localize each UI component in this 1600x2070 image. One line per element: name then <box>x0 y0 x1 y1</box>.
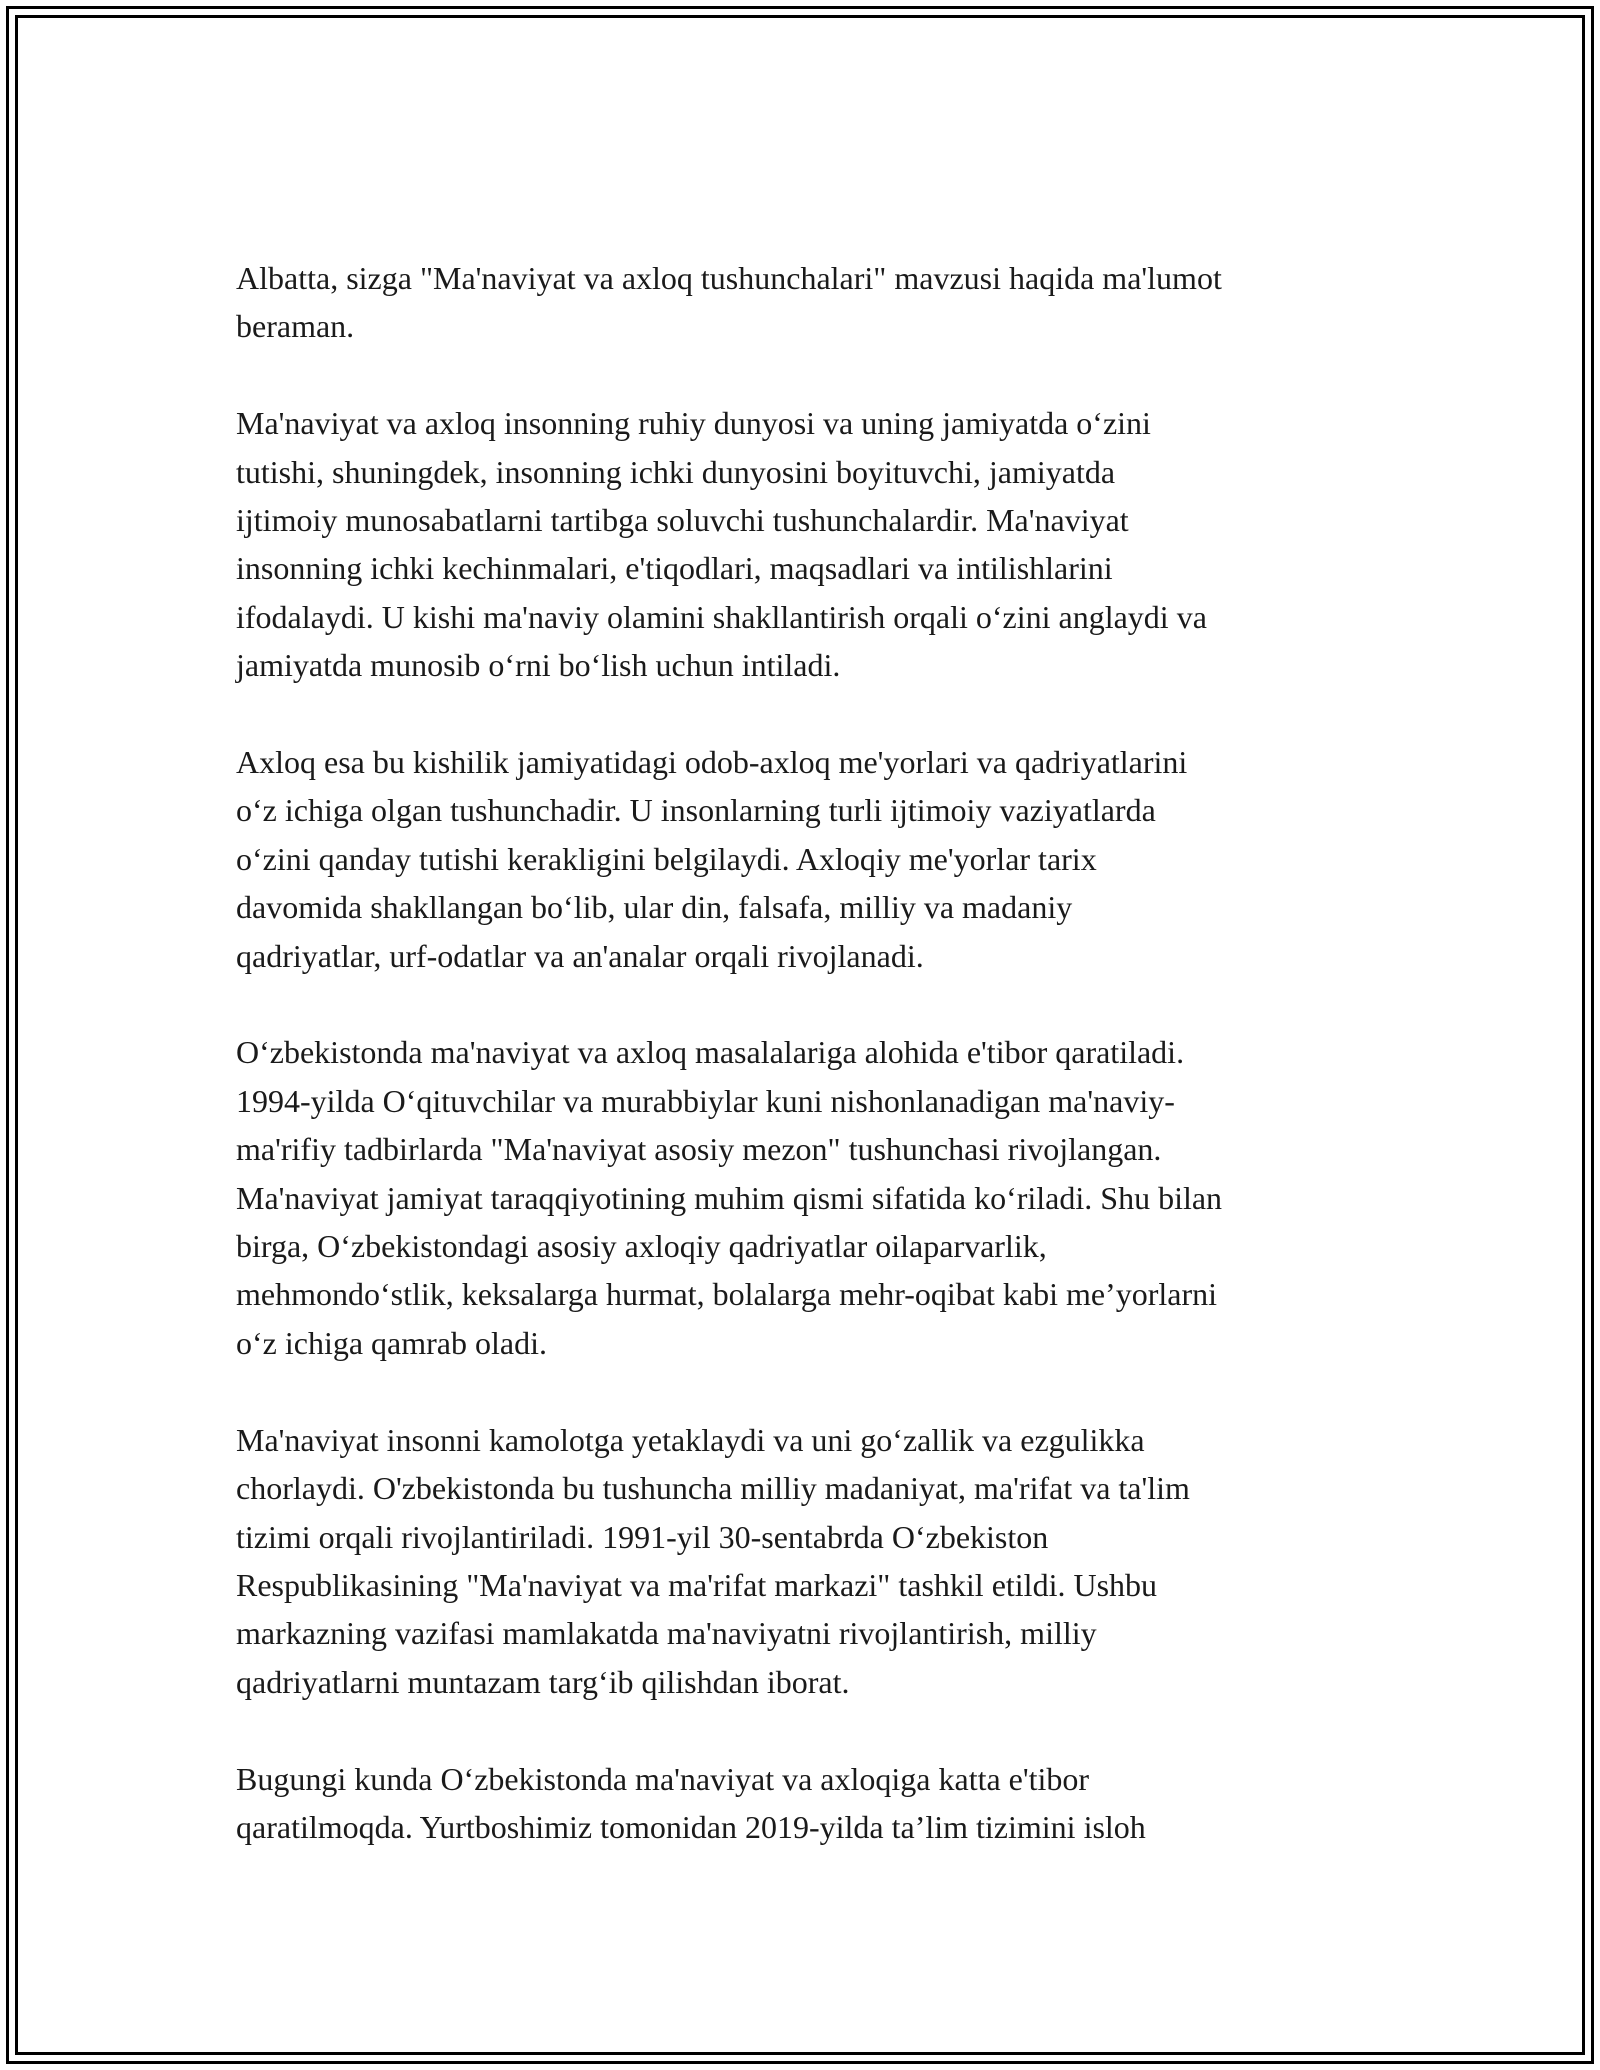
paragraph-6: Bugungi kunda O‘zbekistonda ma'naviyat va axloqiga katta e'tibor qaratilmoqda. Yurtboshimiz tomonidan 2019-yilda ta’lim tizimini isloh <box>236 1760 1146 1845</box>
paragraph-2: Ma'naviyat va axloq insonning ruhiy dunyosi va uning jamiyatda o‘zini tutishi, shuningdek, insonning ichki dunyosini boyituvchi, jamiyatda ijtimoiy munosabatlarni tartibga soluvchi tushunchalardir. Ma'naviyat insonning ichki kechinmalari, e'tiqodlari, maqsadlari va intilishlarini ifodalaydi. U kishi ma'naviy olamini shakllantirish orqali o‘zini anglaydi va jamiyatda munosib o‘rni bo‘lish uchun intiladi. <box>236 405 1207 684</box>
document-body <box>236 254 1376 1900</box>
paragraph-3: Axloq esa bu kishilik jamiyatidagi odob-axloq me'yorlari va qadriyatlarini o‘z ichiga olgan tushunchadir. U insonlarning turli ijtimoiy vaziyatlarda o‘zini qanday tutishi kerakligini belgilaydi. Axloqiy me'yorlar tarix davomida shakllangan bo‘lib, ular din, falsafa, milliy va madaniy qadriyatlar, urf-odatlar va an'analar orqali rivojlanadi. <box>236 744 1188 974</box>
paragraph-5: Ma'naviyat insonni kamolotga yetaklaydi va uni go‘zallik va ezgulikka chorlaydi. O'zbekistonda bu tushuncha milliy madaniyat, ma'rifat va ta'lim tizimi orqali rivojlantiriladi. 1991-yil 30-sentabrda O‘zbekiston Respublikasining "Ma'naviyat va ma'rifat markazi" tashkil etildi. Ushbu markazning vazifasi mamlakatda ma'naviyatni rivojlantirish, milliy qadriyatlarni muntazam targ‘ib qilishdan iborat. <box>236 1421 1190 1700</box>
paragraph-1: Albatta, sizga "Ma'naviyat va axloq tushunchalari" mavzusi haqida ma'lumot beraman. <box>236 260 1222 345</box>
paragraph-4: O‘zbekistonda ma'naviyat va axloq masalalariga alohida e'tibor qaratiladi. 1994-yilda O‘qituvchilar va murabbiylar kuni nishonlanadigan ma'naviy- ma'rifiy tadbirlarda "Ma'naviyat asosiy mezon" tushunchasi rivojlangan. Ma'naviyat jamiyat taraqqiyotining muhim qismi sifatida ko‘riladi. Shu bilan birga, O‘zbekistondagi asosiy axloqiy qadriyatlar oilaparvarlik, mehmondo‘stlik, keksalarga hurmat, bolalarga mehr-oqibat kabi me’yorlarni o‘z ichiga qamrab oladi. <box>236 1034 1223 1361</box>
